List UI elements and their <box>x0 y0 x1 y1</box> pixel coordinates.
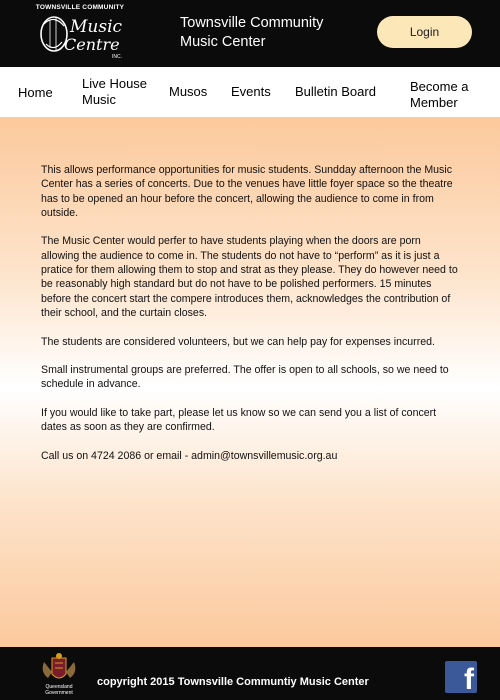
nav-item-live-house-music[interactable]: Live House Music <box>82 76 148 107</box>
logo-top-text: TOWNSVILLE COMMUNITY <box>35 4 125 11</box>
site-footer <box>0 647 500 700</box>
facebook-icon[interactable] <box>445 661 477 696</box>
paragraph-volunteers: The students are considered volunteers, but we can help pay for expenses incurred. <box>41 335 435 348</box>
nav-item-bulletin-board[interactable]: Bulletin Board <box>295 84 376 99</box>
copyright-text: copyright 2015 Townsville Communtiy Music Center <box>97 676 369 688</box>
paragraph-students-playing: The Music Center would perfer to have students playing when the doors are porn allowing the audience to come in. The students do not have to “perform” as it is just a pratice for them allowing them to stop and strat as they please. They do however need to be reasonably high standard but do not have to be polished performers. 15 minutes before the concert start the compere introduces them, acknowledges the contribution of their school, and the curtain closes. <box>41 235 458 319</box>
queensland-government-crest <box>36 650 82 698</box>
paragraph-groups: Small instrumental groups are preferred. The offer is open to all schools, so we need to schedule in advance. <box>41 364 449 391</box>
paragraph-intro: This allows performance opportunities for music students. Sundday afternoon the Music Center has a series of concerts. Due to the venues have little foyer space so the theatre has to be opened an hour before the concert, allowing the audience to come in from outside. <box>41 164 453 219</box>
main-navigation <box>0 67 500 117</box>
site-header <box>0 0 500 67</box>
login-button[interactable]: Login <box>377 16 472 48</box>
logo-inc: INC. <box>112 54 122 60</box>
gov-label-line1: Queensland <box>45 684 73 690</box>
main-content-area <box>0 117 500 647</box>
nav-item-musos[interactable]: Musos <box>169 84 208 99</box>
gov-label-line2: Government <box>45 690 73 696</box>
logo-script-line1: Music <box>70 17 123 37</box>
logo-script-line2: Centre <box>64 35 120 54</box>
nav-item-become-a-member[interactable]: Become a Member <box>410 79 469 110</box>
nav-item-events[interactable]: Events <box>231 84 271 99</box>
paragraph-contact: Call us on 4724 2086 or email - admin@townsvillemusic.org.au <box>41 449 338 462</box>
facebook-letter: f <box>464 663 474 696</box>
site-title: Townsville Community Music Center <box>180 15 324 50</box>
paragraph-take-part: If you would like to take part, please let us know so we can send you a list of concert dates as soon as they are confirmed. <box>41 407 437 434</box>
nav-item-home[interactable]: Home <box>18 85 53 100</box>
music-centre-logo[interactable] <box>34 4 126 62</box>
coat-of-arms-icon <box>36 650 82 698</box>
article-body <box>41 163 461 478</box>
